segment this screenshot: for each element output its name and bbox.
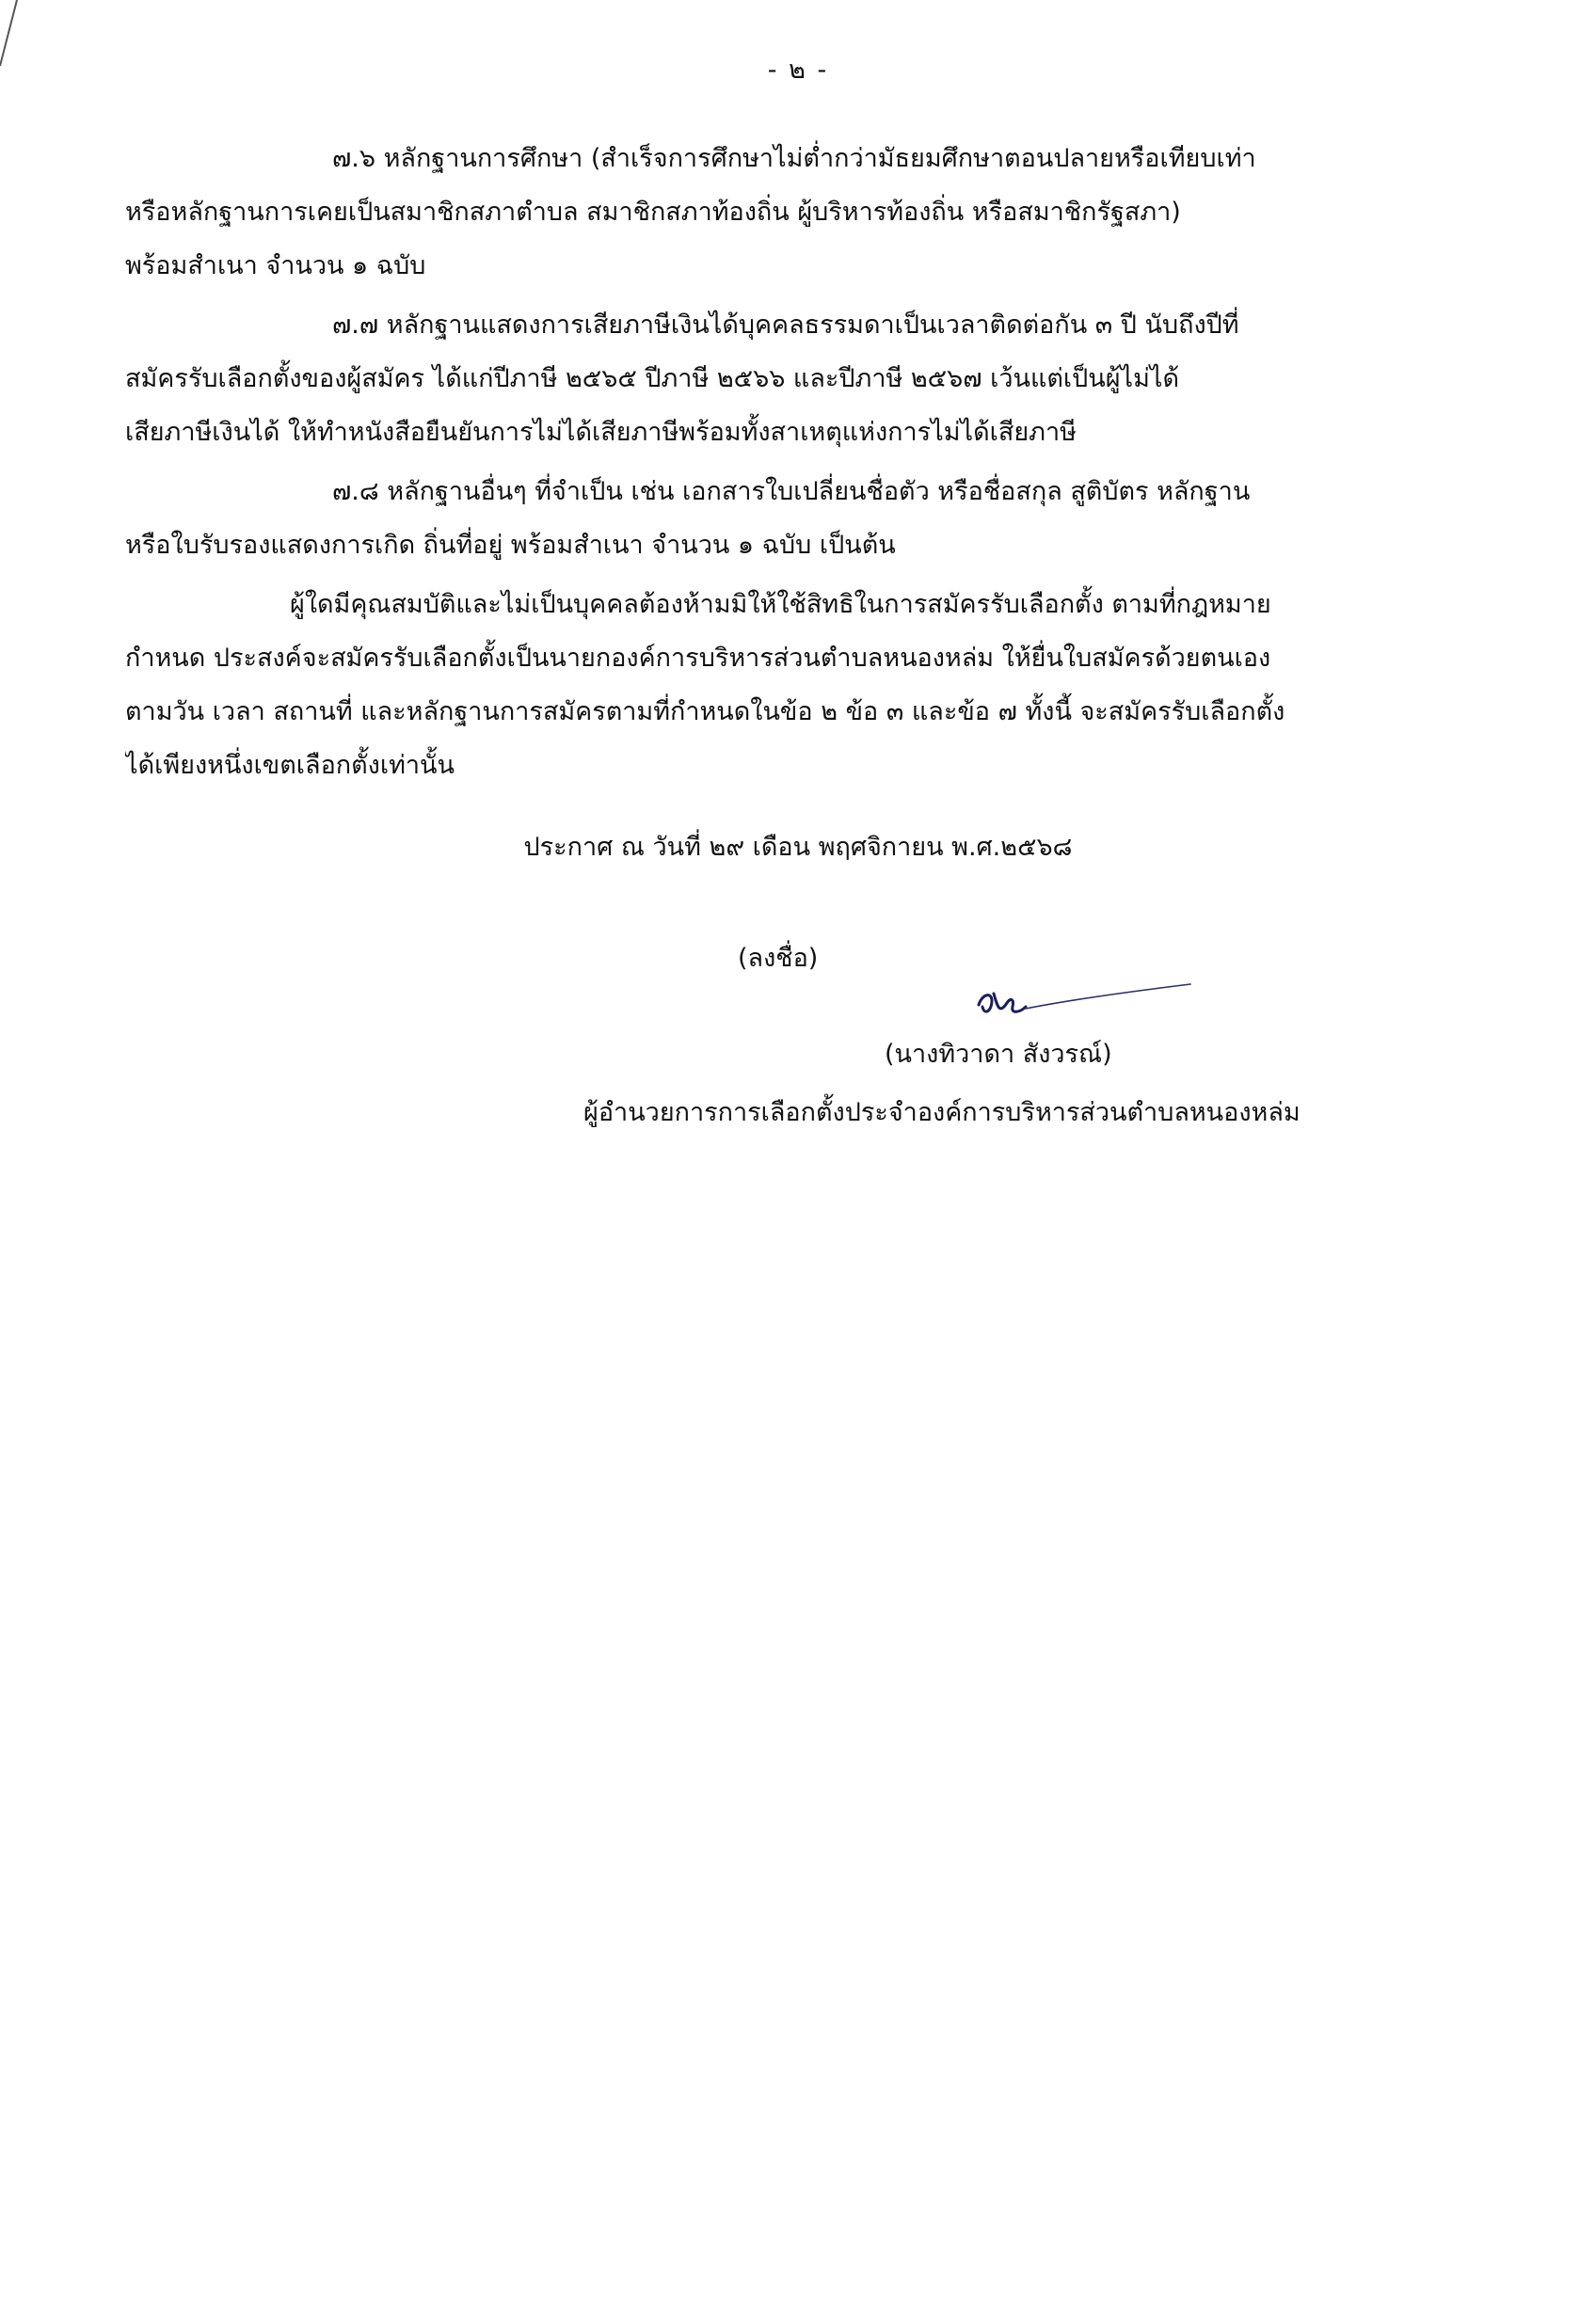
item-line: สมัครรับเลือกตั้งของผู้สมัคร ได้แก่ปีภาษี ๒๕๖๕ ปีภาษี ๒๕๖๖ และปีภาษี ๒๕๖๗ เว้นแต่เป็นผู้ไม่ได้: [125, 364, 1180, 393]
signed-label: (ลงชื่อ): [738, 944, 819, 973]
item-line: ๗.๗ หลักฐานแสดงการเสียภาษีเงินได้บุคคลธรรมดาเป็นเวลาติดต่อกัน ๓ ปี นับถึงปีที่: [332, 310, 1239, 340]
item-line: ๗.๘ หลักฐานอื่นๆ ที่จำเป็น เช่น เอกสารใบเปลี่ยนชื่อตัว หรือชื่อสกุล สูติบัตร หลักฐาน: [332, 477, 1251, 506]
item-7-6: [125, 132, 1424, 293]
signer-name: (นางทิวาดา สังวรณ์): [885, 1040, 1112, 1069]
signer-position: ผู้อำนวยการการเลือกตั้งประจำองค์การบริหารส่วนตำบลหนองหล่ม: [583, 1098, 1301, 1127]
item-line: พร้อมสำเนา จำนวน ๑ ฉบับ: [125, 251, 426, 280]
item-line: ๗.๖ หลักฐานการศึกษา (สำเร็จการศึกษาไม่ต่ำกว่ามัธยมศึกษาตอนปลายหรือเทียบเท่า: [332, 144, 1256, 173]
closing-line: ตามวัน เวลา สถานที่ และหลักฐานการสมัครตามที่กำหนดในข้อ ๒ ข้อ ๓ และข้อ ๗ ทั้งนี้ จะสมัครรับเลือกตั้ง: [125, 697, 1285, 726]
handwritten-signature: [960, 979, 1205, 1035]
item-line: หรือใบรับรองแสดงการเกิด ถิ่นที่อยู่ พร้อมสำเนา จำนวน ๑ ฉบับ เป็นต้น: [125, 531, 896, 560]
closing-line: ได้เพียงหนึ่งเขตเลือกตั้งเท่านั้น: [125, 751, 455, 780]
closing-line: ผู้ใดมีคุณสมบัติและไม่เป็นบุคคลต้องห้ามมิให้ใช้สิทธิในการสมัครรับเลือกตั้ง ตามที่กฎหมาย: [290, 590, 1271, 619]
item-7-7: [125, 298, 1424, 459]
closing-paragraph: [125, 578, 1424, 792]
item-line: หรือหลักฐานการเคยเป็นสมาชิกสภาตำบล สมาชิกสภาท้องถิ่น ผู้บริหารท้องถิ่น หรือสมาชิกรัฐสภา): [125, 198, 1181, 227]
page-number: - ๒ -: [767, 56, 829, 85]
announcement-date: ประกาศ ณ วันที่ ๒๙ เดือน พฤศจิกายน พ.ศ.๒๕๖๘: [523, 833, 1073, 862]
document-body: [125, 132, 1424, 798]
item-line: เสียภาษีเงินได้ ให้ทำหนังสือยืนยันการไม่ได้เสียภาษีพร้อมทั้งสาเหตุแห่งการไม่ได้เสียภาษี: [125, 418, 1077, 447]
item-7-8: [125, 465, 1424, 572]
closing-line: กำหนด ประสงค์จะสมัครรับเลือกตั้งเป็นนายกองค์การบริหารส่วนตำบลหนองหล่ม ให้ยื่นใบสมัครด้วยตนเอง: [125, 644, 1271, 673]
